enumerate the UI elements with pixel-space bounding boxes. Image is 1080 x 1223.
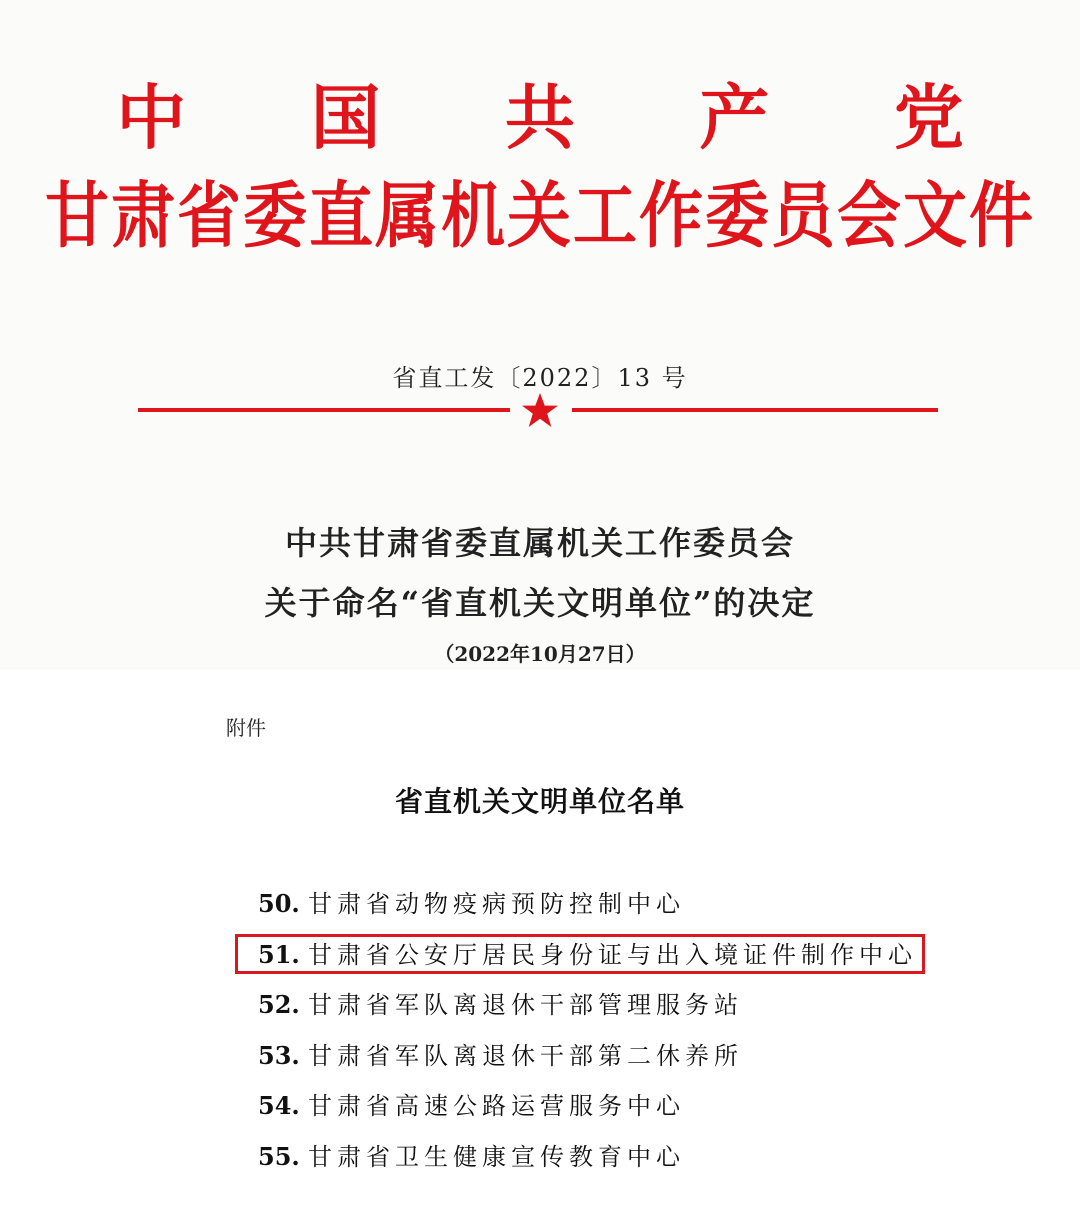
decision-title-line2: 关于命名“省直机关文明单位”的决定 [264, 584, 816, 622]
item-number: 52. [258, 990, 300, 1019]
item-number: 55. [258, 1141, 300, 1171]
item-name: 甘肃省高速公路运营服务中心 [308, 1092, 685, 1120]
item-name: 甘肃省公安厅居民身份证与出入境证件制作中心 [308, 940, 917, 969]
list-item [258, 1135, 917, 1186]
list-item [258, 882, 917, 933]
item-name: 甘肃省军队离退休干部管理服务站 [308, 991, 743, 1019]
list-item [258, 1034, 917, 1085]
unit-list [258, 882, 917, 1185]
item-number: 54. [258, 1091, 300, 1120]
item-number: 50. [258, 889, 300, 918]
list-item [258, 983, 917, 1034]
attachment-label: 附件 [226, 716, 266, 740]
item-name: 甘肃省动物疫病预防控制中心 [308, 890, 685, 918]
list-title: 省直机关文明单位名单 [394, 785, 685, 818]
item-name: 甘肃省军队离退休干部第二休养所 [308, 1041, 743, 1070]
decision-date: （2022年10月27日） [434, 642, 646, 666]
red-header-line1: 中 国 共 产 党 [116, 77, 1014, 159]
red-star-icon [520, 391, 560, 431]
list-item [258, 1084, 917, 1135]
decision-title-line1: 中共甘肃省委直属机关工作委员会 [284, 524, 795, 562]
red-divider-right [572, 408, 938, 412]
item-number: 51. [258, 939, 300, 969]
highlight-box [235, 934, 925, 974]
red-divider-left [138, 408, 510, 412]
item-number: 53. [258, 1040, 300, 1070]
document-number: 省直工发〔2022〕13 号 [392, 364, 688, 392]
red-header-line2: 甘肃省委直属机关工作委员会文件 [45, 175, 1035, 259]
item-name: 甘肃省卫生健康宣传教育中心 [308, 1142, 685, 1171]
